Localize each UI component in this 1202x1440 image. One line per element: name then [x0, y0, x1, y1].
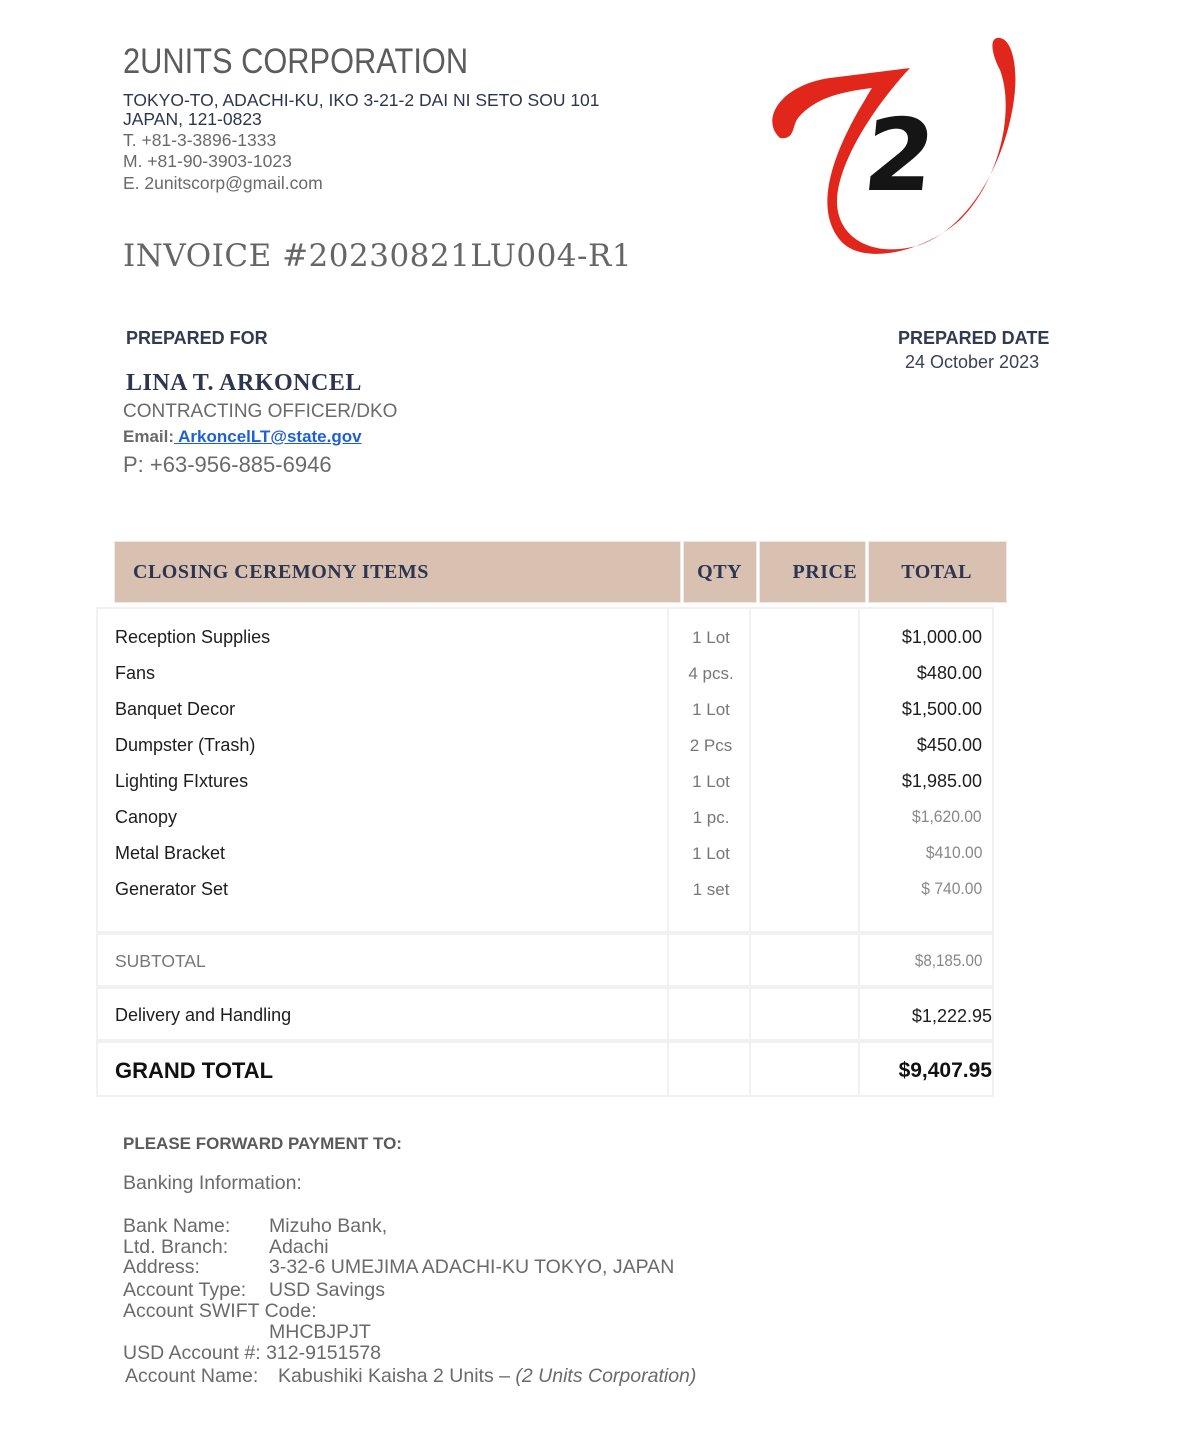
bank-name-key: Bank Name:	[123, 1215, 231, 1237]
bank-address-value: 3-32-6 UMEJIMA ADACHI-KU TOKYO, JAPAN	[269, 1256, 675, 1278]
line-items	[96, 607, 994, 933]
prepared-date-label: PREPARED DATE	[898, 328, 1050, 348]
delivery-value: $1,222.95	[911, 1006, 992, 1026]
item-description: Lighting FIxtures	[115, 771, 249, 791]
account-type-row	[123, 1280, 385, 1301]
client-email-row	[123, 427, 362, 447]
item-qty: 1 Lot	[692, 628, 730, 647]
table-row	[98, 763, 992, 799]
delivery-label: Delivery and Handling	[115, 1005, 292, 1025]
bank-name-value: Mizuho Bank,	[269, 1215, 388, 1237]
company-mobile: M. +81-90-3903-1023	[123, 151, 292, 171]
account-type-value: USD Savings	[269, 1279, 385, 1301]
item-description: Canopy	[115, 807, 178, 827]
swift-value: MHCBJPJT	[269, 1321, 371, 1343]
subtotal-label: SUBTOTAL	[115, 951, 206, 971]
item-total: $1,000.00	[901, 627, 982, 647]
delivery-row	[96, 987, 994, 1041]
branch-value: Adachi	[269, 1236, 329, 1258]
column-header-total: TOTAL	[868, 541, 1007, 603]
account-name-row	[125, 1366, 696, 1387]
invoice-title: INVOICE #20230821LU004-R1	[123, 238, 633, 274]
client-email-label: Email:	[123, 427, 175, 446]
item-description: Generator Set	[115, 879, 229, 899]
payment-heading: PLEASE FORWARD PAYMENT TO:	[123, 1134, 402, 1153]
bank-name-row	[123, 1216, 387, 1237]
table-row	[98, 799, 992, 835]
column-header-price: PRICE	[759, 541, 867, 603]
subtotal-row	[96, 933, 994, 987]
item-qty: 2 Pcs	[689, 736, 733, 755]
client-phone: P: +63-956-885-6946	[123, 452, 332, 477]
branch-row	[123, 1237, 329, 1258]
item-qty: 1 pc.	[692, 808, 730, 827]
company-telephone: T. +81-3-3896-1333	[123, 130, 277, 150]
account-name-key: Account Name:	[125, 1365, 259, 1387]
banking-info-label: Banking Information:	[123, 1172, 302, 1194]
item-total: $1,620.00	[912, 807, 982, 826]
grand-total-label: GRAND TOTAL	[115, 1058, 274, 1083]
item-total: $410.00	[925, 843, 982, 862]
subtotal-value: $8,185.00	[914, 952, 982, 970]
swift-key: Account SWIFT Code:	[123, 1300, 317, 1322]
table-row	[98, 655, 992, 691]
item-description: Banquet Decor	[115, 699, 236, 719]
item-qty: 1 set	[692, 880, 730, 899]
items-table	[96, 607, 994, 1097]
item-total: $1,500.00	[901, 699, 982, 719]
column-header-items: CLOSING CEREMONY ITEMS	[114, 541, 681, 603]
item-total: $480.00	[916, 663, 982, 683]
client-name: LINA T. ARKONCEL	[126, 370, 362, 396]
table-row	[98, 835, 992, 871]
company-address-line1: TOKYO-TO, ADACHI-KU, IKO 3-21-2 DAI NI SETO SOU 101	[123, 90, 600, 110]
account-name-italic: (2 Units Corporation)	[515, 1365, 697, 1387]
account-number-row	[123, 1343, 381, 1364]
svg-text:2: 2	[858, 97, 941, 214]
column-header-qty: QTY	[683, 541, 757, 603]
company-email: E. 2unitscorp@gmail.com	[123, 173, 323, 193]
item-total: $1,985.00	[901, 771, 982, 791]
item-qty: 4 pcs.	[688, 664, 734, 683]
company-name: 2UNITS CORPORATION	[123, 42, 469, 81]
table-row	[98, 619, 992, 655]
client-title: CONTRACTING OFFICER/DKO	[123, 401, 398, 422]
table-header	[114, 541, 1007, 605]
branch-key: Ltd. Branch:	[123, 1236, 229, 1258]
u2-logo-icon	[760, 30, 1030, 270]
account-number-value: 312-9151578	[266, 1342, 382, 1364]
bank-address-key: Address:	[123, 1256, 200, 1278]
item-qty: 1 Lot	[692, 700, 730, 719]
grand-total-value: $9,407.95	[898, 1059, 992, 1082]
item-total: $ 740.00	[921, 879, 982, 898]
prepared-for-label: PREPARED FOR	[126, 328, 268, 348]
item-description: Dumpster (Trash)	[115, 735, 256, 755]
table-row	[98, 727, 992, 763]
company-address-line2: JAPAN, 121-0823	[123, 109, 262, 129]
item-description: Metal Bracket	[115, 843, 226, 863]
item-description: Reception Supplies	[115, 627, 271, 647]
account-type-key: Account Type:	[123, 1279, 247, 1301]
item-qty: 1 Lot	[692, 772, 730, 791]
item-description: Fans	[115, 663, 156, 683]
item-qty: 1 Lot	[692, 844, 730, 863]
bank-address-row	[123, 1257, 674, 1278]
account-name-value: Kabushiki Kaisha 2 Units –	[278, 1365, 516, 1387]
client-email-link[interactable]: ArkoncelLT@state.gov	[174, 427, 362, 446]
account-number-key: USD Account #:	[123, 1342, 261, 1364]
item-total: $450.00	[916, 735, 982, 755]
table-row	[98, 871, 992, 907]
prepared-date-value: 24 October 2023	[905, 352, 1040, 372]
grand-total-row	[96, 1041, 994, 1097]
table-row	[98, 691, 992, 727]
